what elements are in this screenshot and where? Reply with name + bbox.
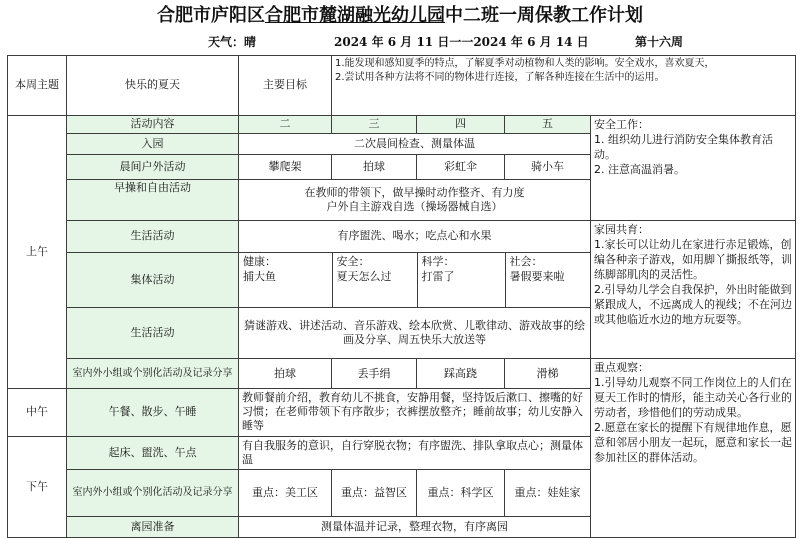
- group-topic: 暑假要来啦: [509, 269, 565, 283]
- group-activity-cell: [332, 253, 417, 307]
- outdoor-item: 攀爬架: [239, 154, 332, 180]
- group-subject: 社会：: [509, 254, 543, 268]
- indoor-am-item: 拍球: [239, 359, 332, 389]
- life-activity-content: 猜谜游戏、讲述活动、音乐游戏、绘本欣赏、儿歌律动、游戏故事的绘画及分享、周五快乐大放送等: [239, 308, 591, 359]
- date-range: 2024 年 6 月 11 日一一2024 年 6 月 14 日: [334, 35, 589, 49]
- week-number: 第十六周: [635, 35, 684, 49]
- safety-item: 2. 注意高温消暑。: [594, 162, 685, 176]
- page-title: 合肥市庐阳区合肥市麓湖融光幼儿园中二班一周保教工作计划: [157, 5, 643, 26]
- observe-item: 1.引导幼儿观察不同工作岗位上的人们在夏天工作时的情形，能主动关心各行业的劳动者，珍惜他们的劳动成果。: [594, 376, 792, 420]
- family-item: 1.家长可以让幼儿在家进行赤足锻炼，创编各种亲子游戏，如用脚丫撕报纸等，训练脚部肌肉的灵活性。: [594, 237, 792, 281]
- plan-table: [7, 55, 796, 538]
- weather-label: 天气：晴: [208, 35, 257, 49]
- goal-label: 主要目标: [239, 56, 332, 116]
- indoor-pm-item: 重点：益智区: [332, 469, 417, 516]
- group-subject: 安全：: [336, 254, 370, 268]
- group-activity-cell: [239, 253, 332, 307]
- lunch-label: 午餐、散步、午睡: [67, 388, 239, 436]
- group-subject: 科学：: [421, 254, 455, 268]
- exercise-label: 早操和自由活动: [67, 180, 239, 220]
- goal-text: [332, 56, 796, 116]
- indoor-am-item: 踩高跷: [417, 359, 505, 389]
- life-activity-content: 有序盥洗、喝水；吃点心和水果: [239, 220, 591, 252]
- family-item: 2.引导幼儿学会自我保护，外出时能做到紧跟成人，不远离成人的视线；不在河边或其他临近水边的地方玩耍等。: [594, 282, 792, 326]
- observe-item: 2.愿意在家长的提醒下有规律地作息，愿意和邻居小朋友一起玩，愿意和家长一起参加社区的群体活动。: [594, 421, 792, 465]
- indoor-pm-item: 重点：科学区: [417, 469, 505, 516]
- indoor-am-item: 滑梯: [505, 359, 591, 389]
- leave-content: 测量体温并记录，整理衣物，有序离园: [239, 516, 591, 537]
- group-activity-grid: [239, 253, 590, 307]
- day-header: 三: [332, 115, 417, 133]
- theme-value: 快乐的夏天: [67, 56, 239, 116]
- arrival-label: 入园: [67, 133, 239, 154]
- safety-item: 1. 组织幼儿进行消防安全集体教育活动。: [594, 132, 773, 161]
- life-activity-label: 生活活动: [67, 308, 239, 359]
- exercise-line: 在教师的带领下，做早操时动作整齐、有力度: [304, 186, 525, 200]
- indoor-pm-label: 室内外小组或个别化活动及记录分享: [67, 469, 239, 516]
- outdoor-label: 晨间户外活动: [67, 154, 239, 180]
- activity-header: 活动内容: [67, 115, 239, 133]
- observe-panel: [591, 359, 796, 538]
- group-topic: 打雷了: [421, 269, 455, 283]
- group-activity-cell: [417, 253, 505, 307]
- outdoor-item: 拍球: [332, 154, 417, 180]
- period-afternoon: 下午: [8, 436, 67, 537]
- group-subject: 健康：: [243, 254, 276, 268]
- day-header: 二: [239, 115, 332, 133]
- outdoor-item: 彩虹伞: [417, 154, 505, 180]
- exercise-content: [239, 180, 591, 220]
- day-header: 四: [417, 115, 505, 133]
- period-noon: 中午: [8, 388, 67, 436]
- goal-item: 2.尝试用各种方法将不同的物体进行连接，了解各种连接在生活中的运用。: [335, 72, 665, 83]
- goal-item: 1.能发现和感知夏季的特点，了解夏季对动植物和人类的影响。安全戏水，喜欢夏天，: [335, 58, 715, 69]
- group-activity-cell: [505, 253, 590, 307]
- exercise-line: 户外自主游戏自选（操场器械自选）: [326, 200, 503, 214]
- family-title: 家园共育：: [594, 222, 649, 236]
- safety-panel: [591, 115, 796, 220]
- outdoor-item: 骑小车: [505, 154, 591, 180]
- wake-label: 起床、盥洗、午点: [67, 436, 239, 469]
- family-panel: [591, 220, 796, 358]
- day-header: 五: [505, 115, 591, 133]
- indoor-am-item: 丢手绢: [332, 359, 417, 389]
- safety-title: 安全工作：: [594, 117, 649, 131]
- group-activity-label: 集体活动: [67, 252, 239, 307]
- wake-content: 有自我服务的意识，自行穿脱衣物；有序盥洗、排队拿取点心；测量体温: [239, 436, 591, 469]
- group-topic: 夏天怎么过: [336, 269, 392, 283]
- period-morning: 上午: [8, 115, 67, 388]
- theme-label: 本周主题: [8, 56, 67, 116]
- indoor-am-label: 室内外小组或个别化活动及记录分享: [67, 359, 239, 389]
- observe-title: 重点观察：: [594, 361, 649, 375]
- life-activity-label: 生活活动: [67, 220, 239, 252]
- lunch-content: 教师餐前介绍，教育幼儿不挑食，安静用餐，坚持饭后漱口、擦嘴的好习惯；在老师带领下有序散步；衣裤摆放整齐；睡前故事；幼儿安静入睡等: [239, 388, 591, 436]
- indoor-pm-item: 重点：美工区: [239, 469, 332, 516]
- leave-label: 离园准备: [67, 516, 239, 537]
- arrival-content: 二次晨间检查、测量体温: [239, 133, 591, 154]
- indoor-pm-item: 重点：娃娃家: [505, 469, 591, 516]
- group-topic: 捕大鱼: [243, 269, 276, 283]
- group-activity-cells: [239, 252, 591, 307]
